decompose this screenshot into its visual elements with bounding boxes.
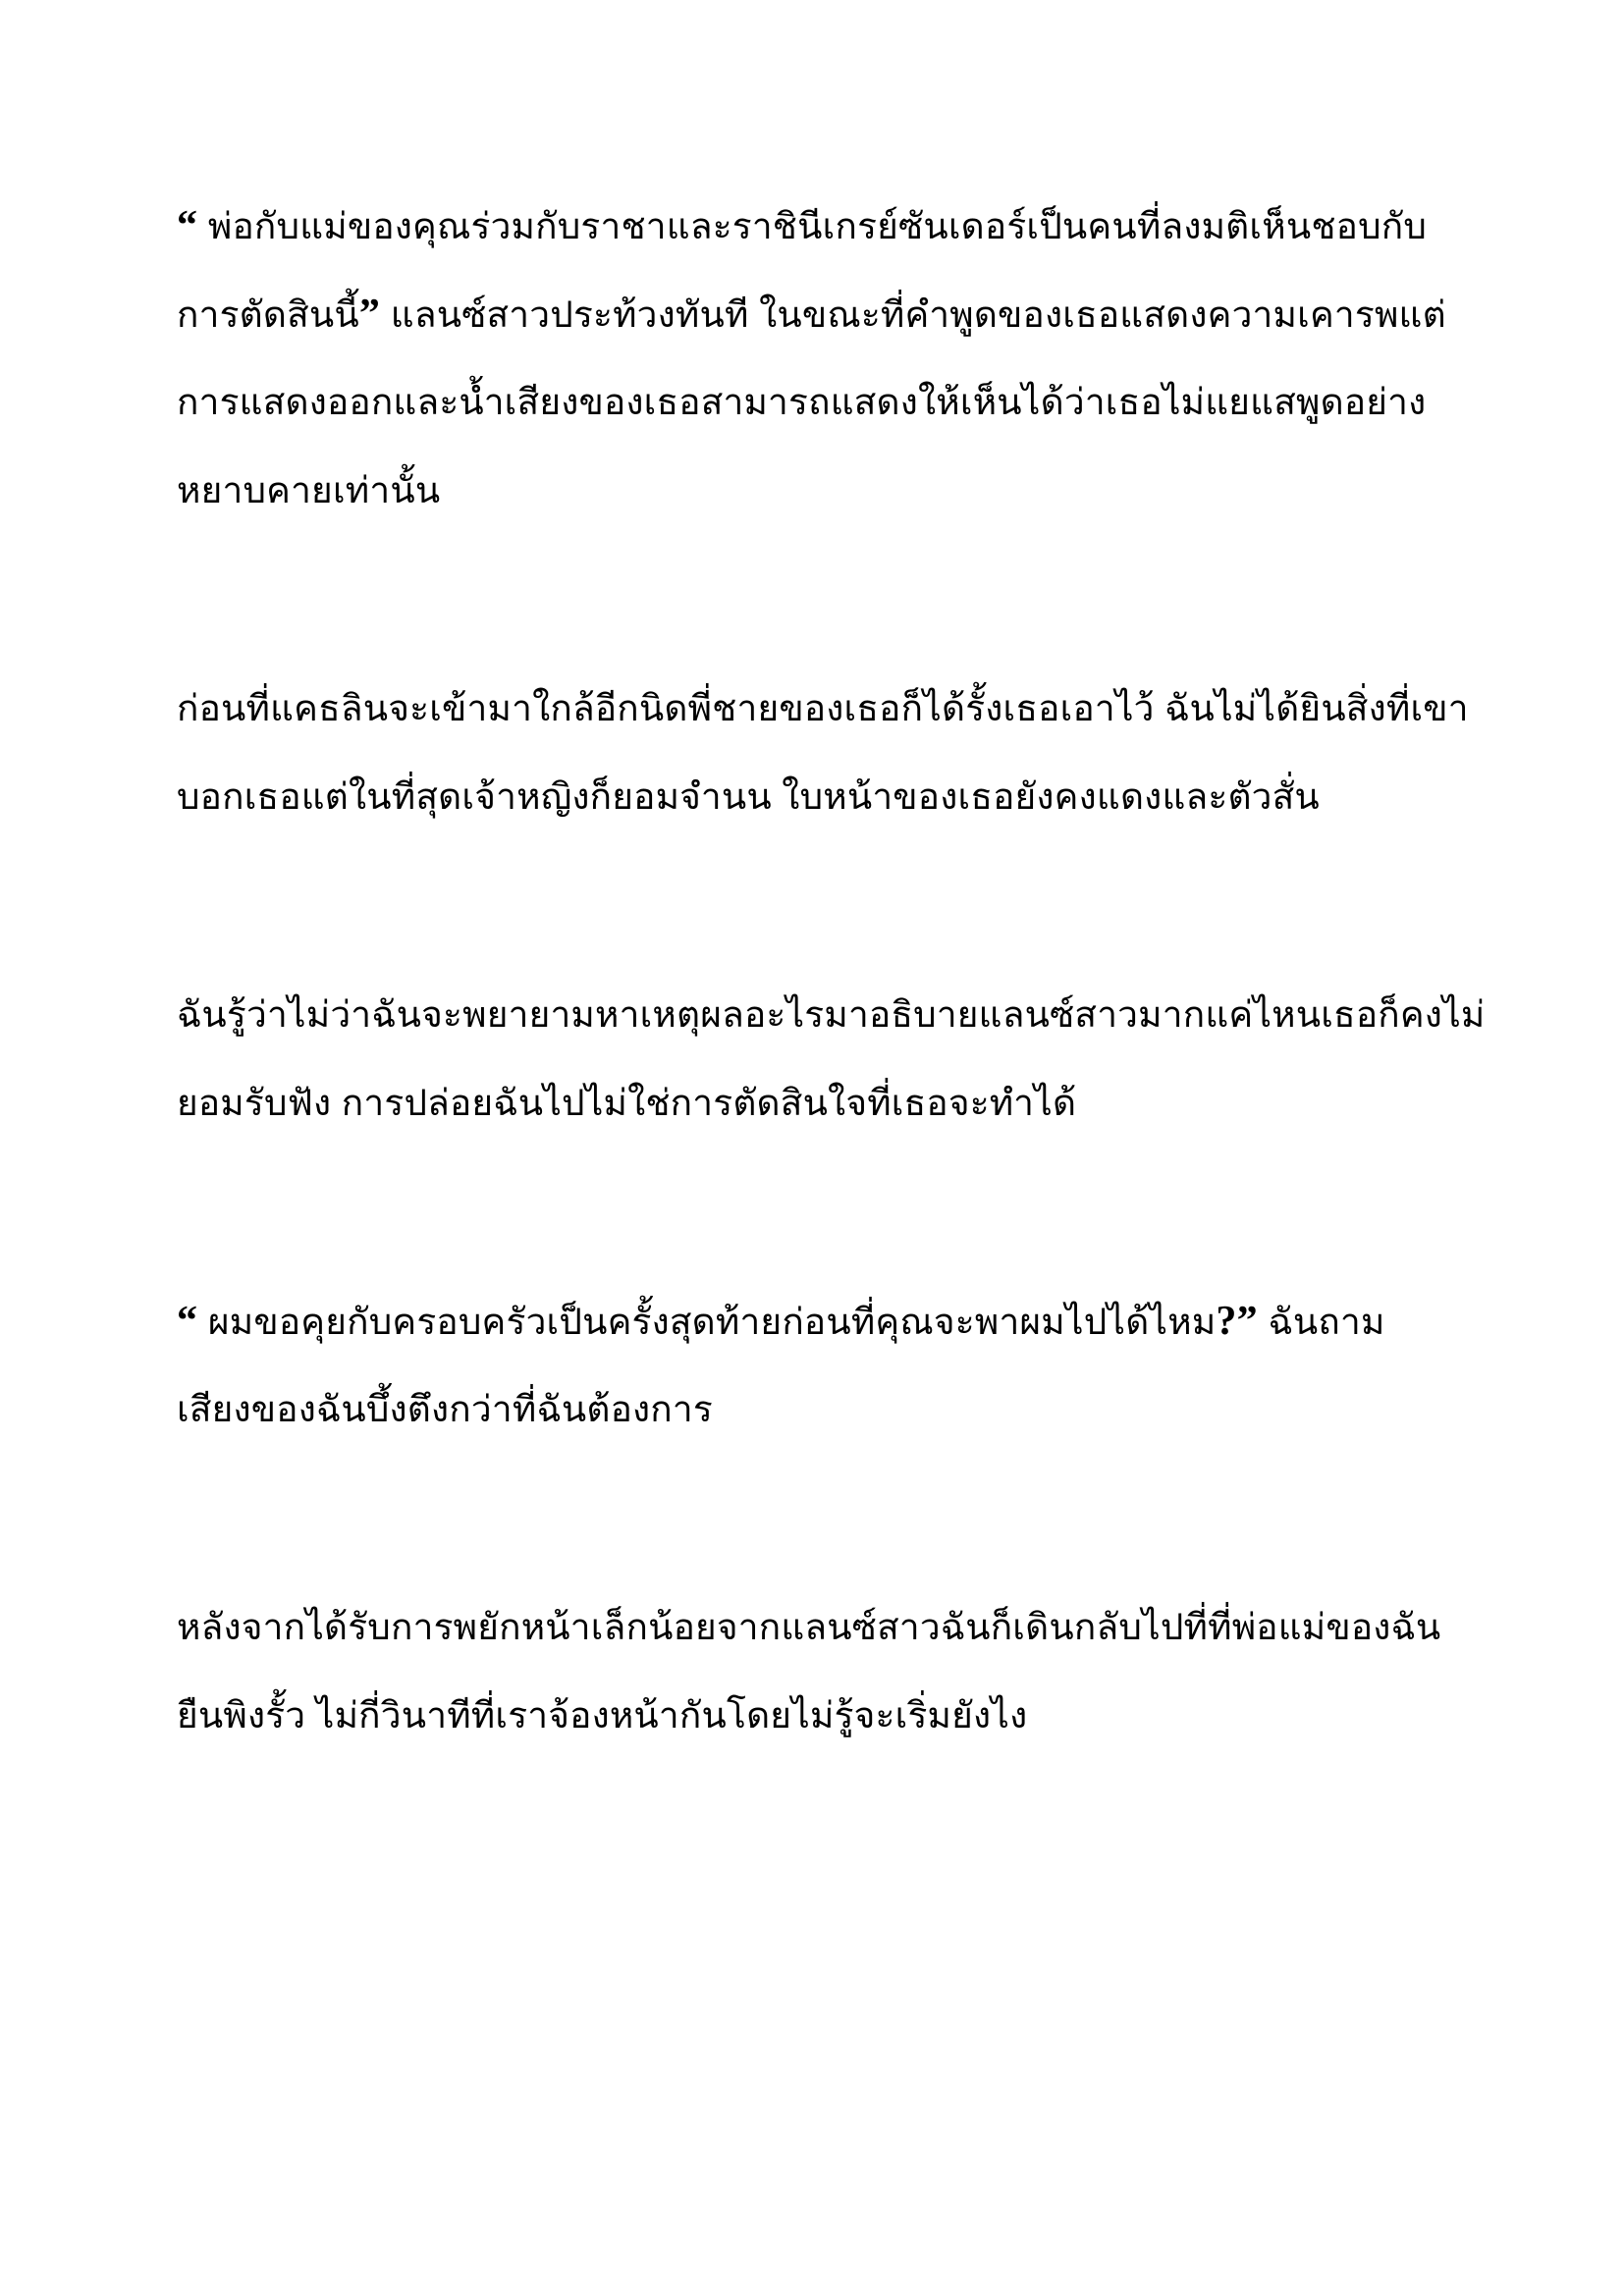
text-line [177,753,1457,841]
open-quote: “ [177,203,208,248]
text-line [177,665,1469,753]
text-run: หลังจากได้รับการพยักหน้าเล็กน้อยจากแลนซ์สาวฉันก็เดินกลับไปที่ที่พ่อแม่ของฉัน [177,1607,1441,1647]
paragraph [177,1583,1457,1760]
text-run: บอกเธอแต่ในที่สุดเจ้าหญิงก็ยอมจำนน ใบหน้าของเธอยังคงแดงและตัวสั่น [177,776,1320,817]
text-run: ผมขอคุยกับครอบครัวเป็นครั้งสุดท้ายก่อนที่คุณจะพาผมไปได้ไหม [207,1302,1217,1342]
text-line [177,358,1457,447]
paragraph [177,182,1457,535]
text-line [177,1583,1457,1672]
text-run: การแสดงออกและน้ำเสียงของเธอสามารถแสดงให้เห็นได้ว่าเธอไม่แยแสพูดอย่าง [177,382,1427,422]
text-line [177,1672,1457,1760]
text-line [177,971,1486,1059]
text-run: ฉันรู้ว่าไม่ว่าฉันจะพยายามหาเหตุผลอะไรมาอธิบายแลนซ์สาวมากแค่ไหนเธอก็คงไม่ [177,994,1486,1035]
paragraph [177,665,1469,841]
text-line [177,1277,1457,1365]
text-line [177,182,1457,270]
close-quote: ” [358,292,391,337]
text-run: การตัดสินนี้ [177,294,359,335]
open-quote: “ [177,1299,208,1344]
text-run: แลนซ์สาวประท้วงทันที ในขณะที่คำพูดของเธอแสดงความเคารพแต่ [390,294,1446,335]
text-line [177,447,1457,535]
text-line [177,1365,1457,1454]
text-line [177,270,1457,358]
text-run: หยาบคายเท่านั้น [177,470,441,510]
text-run: เสียงของฉันบึ้งตึงกว่าที่ฉันต้องการ [177,1389,713,1429]
text-run: ยอมรับฟัง การปล่อยฉันไปไม่ใช่การตัดสินใจที่เธอจะทำได้ [177,1083,1077,1123]
text-run: ฉันถาม [1268,1302,1385,1342]
paragraph [177,1277,1457,1454]
text-run: พ่อกับแม่ของคุณร่วมกับราชาและราชินีเกรย์ซันเดอร์เป็นคนที่ลงมติเห็นชอบกับ [207,206,1428,246]
text-run: ก่อนที่แคธลินจะเข้ามาใกล้อีกนิดพี่ชายของเธอก็ได้รั้งเธอเอาไว้ ฉันไม่ได้ยินสิ่งที่เขา [177,688,1469,728]
paragraph [177,971,1486,1148]
question-close-quote: ?” [1216,1299,1269,1344]
text-line [177,1059,1457,1148]
text-run: ยืนพิงรั้ว ไม่กี่วินาทีที่เราจ้องหน้ากันโดยไม่รู้จะเริ่มยังไง [177,1695,1028,1735]
